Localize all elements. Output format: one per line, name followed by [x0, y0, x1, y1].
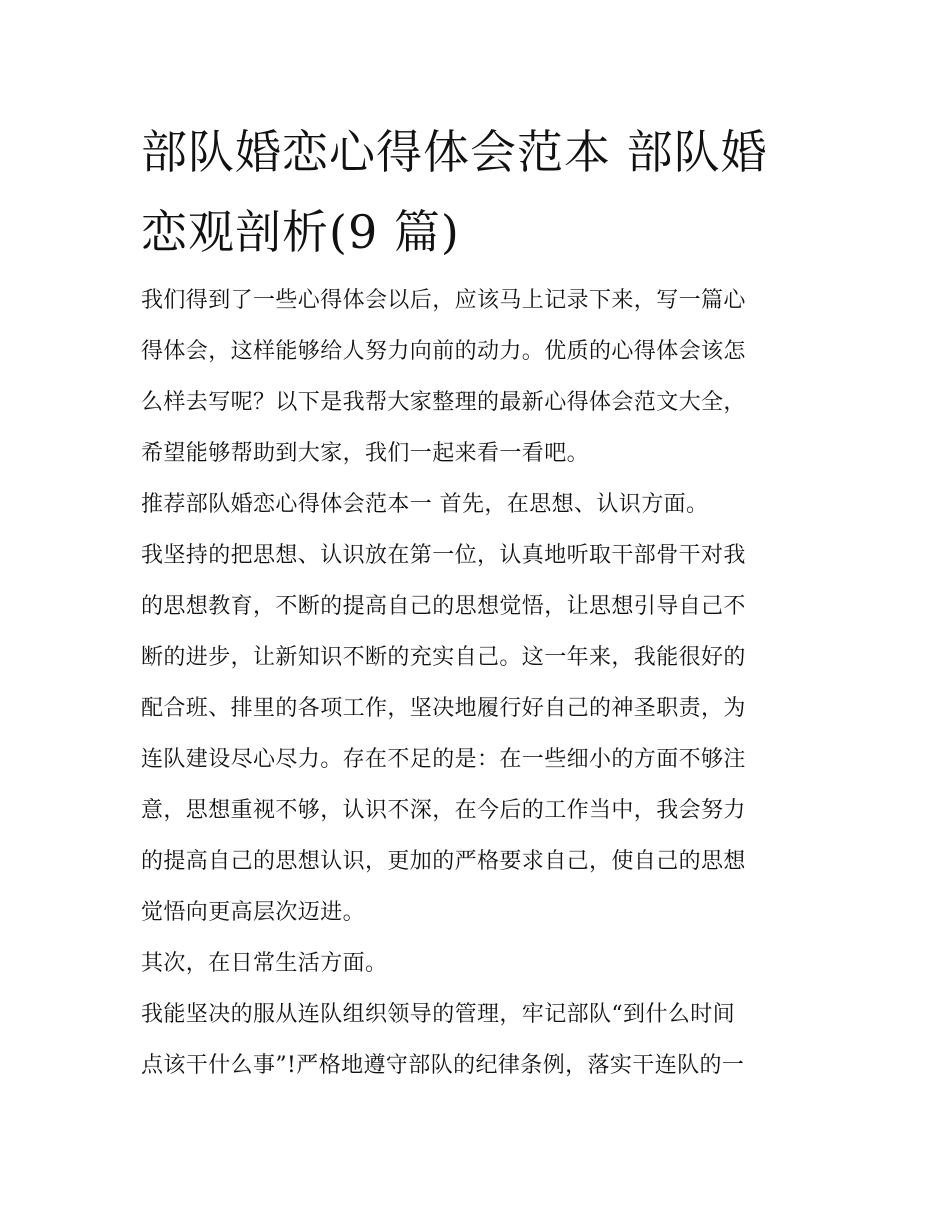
- section-heading-line: 推荐部队婚恋心得体会范本一 首先，在思想、认识方面。: [141, 492, 709, 517]
- document-body: [141, 275, 821, 1091]
- title-line: 恋观剖析(9 篇): [141, 205, 460, 259]
- document-title: [141, 112, 821, 272]
- paragraph-thought-line: 的提高自己的思想认识，更加的严格要求自己，使自己的思想: [141, 849, 746, 874]
- paragraph-intro-line: 得体会，这样能够给人努力向前的动力。优质的心得体会该怎: [141, 339, 746, 364]
- section-heading-line: 其次，在日常生活方面。: [141, 951, 388, 976]
- paragraph-life-line: 我能坚决的服从连队组织领导的管理，牢记部队“到什么时间: [141, 1002, 736, 1027]
- paragraph-thought-line: 的思想教育，不断的提高自己的思想觉悟，让思想引导自己不: [141, 594, 746, 619]
- paragraph-life-line: 点该干什么事”!严格地遵守部队的纪律条例，落实干连队的一: [141, 1053, 745, 1078]
- paragraph-thought-line: 连队建设尽心尽力。存在不足的是：在一些细小的方面不够注: [141, 747, 746, 772]
- paragraph-thought-line: 觉悟向更高层次迈进。: [141, 900, 366, 925]
- paragraph-intro-line: 我们得到了一些心得体会以后，应该马上记录下来，写一篇心: [141, 288, 746, 313]
- paragraph-thought-line: 我坚持的把思想、认识放在第一位，认真地听取干部骨干对我: [141, 543, 746, 568]
- paragraph-thought-line: 意，思想重视不够，认识不深，在今后的工作当中，我会努力: [141, 798, 746, 823]
- paragraph-intro-line: 希望能够帮助到大家，我们一起来看一看吧。: [141, 441, 590, 466]
- paragraph-thought-line: 断的进步，让新知识不断的充实自己。这一年来，我能很好的: [141, 645, 746, 670]
- paragraph-thought-line: 配合班、排里的各项工作，坚决地履行好自己的神圣职责，为: [141, 696, 746, 721]
- paragraph-intro-line: 么样去写呢？以下是我帮大家整理的最新心得体会范文大全，: [141, 390, 746, 415]
- title-line: 部队婚恋心得体会范本 部队婚: [141, 125, 768, 179]
